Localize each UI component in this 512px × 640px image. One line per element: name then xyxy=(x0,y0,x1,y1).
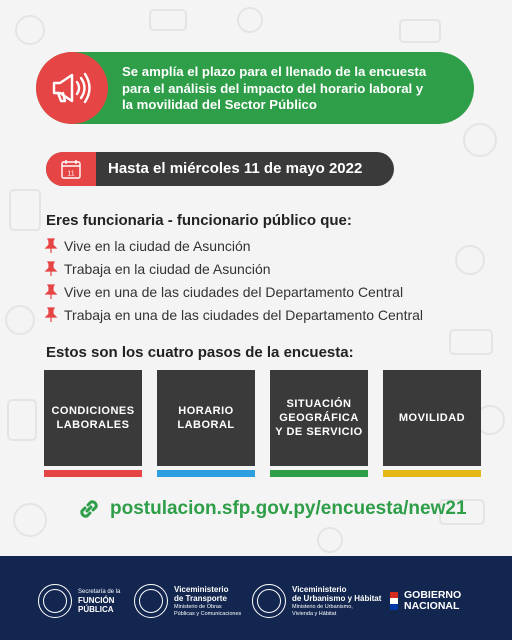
footer xyxy=(0,556,512,640)
org3-bold2: de Urbanismo y Hábitat xyxy=(292,593,382,603)
list-item xyxy=(44,257,423,280)
national-seal-logo xyxy=(134,584,168,618)
gov-line-1: GOBIERNO xyxy=(404,589,462,601)
link-icon xyxy=(76,496,102,522)
pushpin-icon xyxy=(44,307,58,323)
eligibility-item-1: Vive en la ciudad de Asunción xyxy=(64,237,251,254)
eligibility-title: Eres funcionaria - funcionario público que: xyxy=(46,212,352,229)
org2-sub1: Ministerio de Obras xyxy=(174,603,222,610)
org3-sub2: Vivienda y Hábitat xyxy=(292,611,337,617)
footer-org-urbanismo xyxy=(252,584,381,618)
eligibility-item-3: Vive en una de las ciudades del Departamento Central xyxy=(64,283,404,300)
step-card-4: MOVILIDAD xyxy=(383,370,481,466)
national-seal-logo xyxy=(38,584,72,618)
org2-sub2: Públicas y Comunicaciones xyxy=(174,611,242,617)
org1-bold2: PÚBLICA xyxy=(78,604,114,614)
step-card-3: SITUACIÓN GEOGRÁFICA Y DE SERVICIO xyxy=(270,370,368,466)
step-card-2: HORARIO LABORAL xyxy=(157,370,255,466)
pushpin-icon xyxy=(44,238,58,254)
pushpin-icon xyxy=(44,284,58,300)
list-item xyxy=(44,280,423,303)
flag-icon xyxy=(390,592,398,610)
national-seal-logo xyxy=(252,584,286,618)
org2-bold2: de Transporte xyxy=(174,593,227,603)
announcement-banner xyxy=(36,52,474,124)
step-bar-2 xyxy=(157,470,255,477)
steps-row xyxy=(44,370,484,480)
megaphone-icon xyxy=(50,68,94,108)
pushpin-icon xyxy=(44,261,58,277)
survey-url[interactable]: postulacion.sfp.gov.py/encuesta/new21 xyxy=(110,498,467,519)
step-bar-4 xyxy=(383,470,481,477)
deadline-pill xyxy=(46,152,394,186)
step-card-1: CONDICIONES LABORALES xyxy=(44,370,142,466)
list-item xyxy=(44,234,423,257)
calendar-icon xyxy=(60,158,82,180)
banner-icon-badge xyxy=(36,52,108,124)
step-bar-3 xyxy=(270,470,368,477)
calendar-day: 11 xyxy=(67,170,75,178)
banner-line-2: para el análisis del impacto del horario laboral y xyxy=(122,80,424,96)
list-item xyxy=(44,303,423,326)
banner-line-3: la movilidad del Sector Público xyxy=(122,97,317,112)
step-bar-1 xyxy=(44,470,142,477)
footer-org-funcion-publica xyxy=(38,584,120,618)
org3-sub1: Ministerio de Urbanismo, xyxy=(292,603,353,610)
eligibility-list xyxy=(44,234,423,326)
banner-line-1: Se amplía el plazo para el llenado de la encuesta xyxy=(122,64,427,79)
eligibility-item-4: Trabaja en una de las ciudades del Departamento Central xyxy=(64,306,424,323)
org3-bold1: Viceministerio xyxy=(292,584,347,594)
deadline-text: Hasta el miércoles 11 de mayo 2022 xyxy=(108,160,363,177)
banner-text xyxy=(122,64,462,114)
org1-bold1: FUNCIÓN xyxy=(78,595,115,605)
gobierno-nacional-logo xyxy=(390,590,461,612)
org1-small: Secretaría de la xyxy=(78,588,121,595)
eligibility-item-2: Trabaja en la ciudad de Asunción xyxy=(64,260,271,277)
survey-link[interactable] xyxy=(76,496,467,522)
gov-line-2: NACIONAL xyxy=(404,600,460,612)
footer-org-transporte xyxy=(134,584,241,618)
steps-title: Estos son los cuatro pasos de la encuesta: xyxy=(46,344,354,361)
calendar-badge xyxy=(46,152,96,186)
org2-bold1: Viceministerio xyxy=(174,584,229,594)
